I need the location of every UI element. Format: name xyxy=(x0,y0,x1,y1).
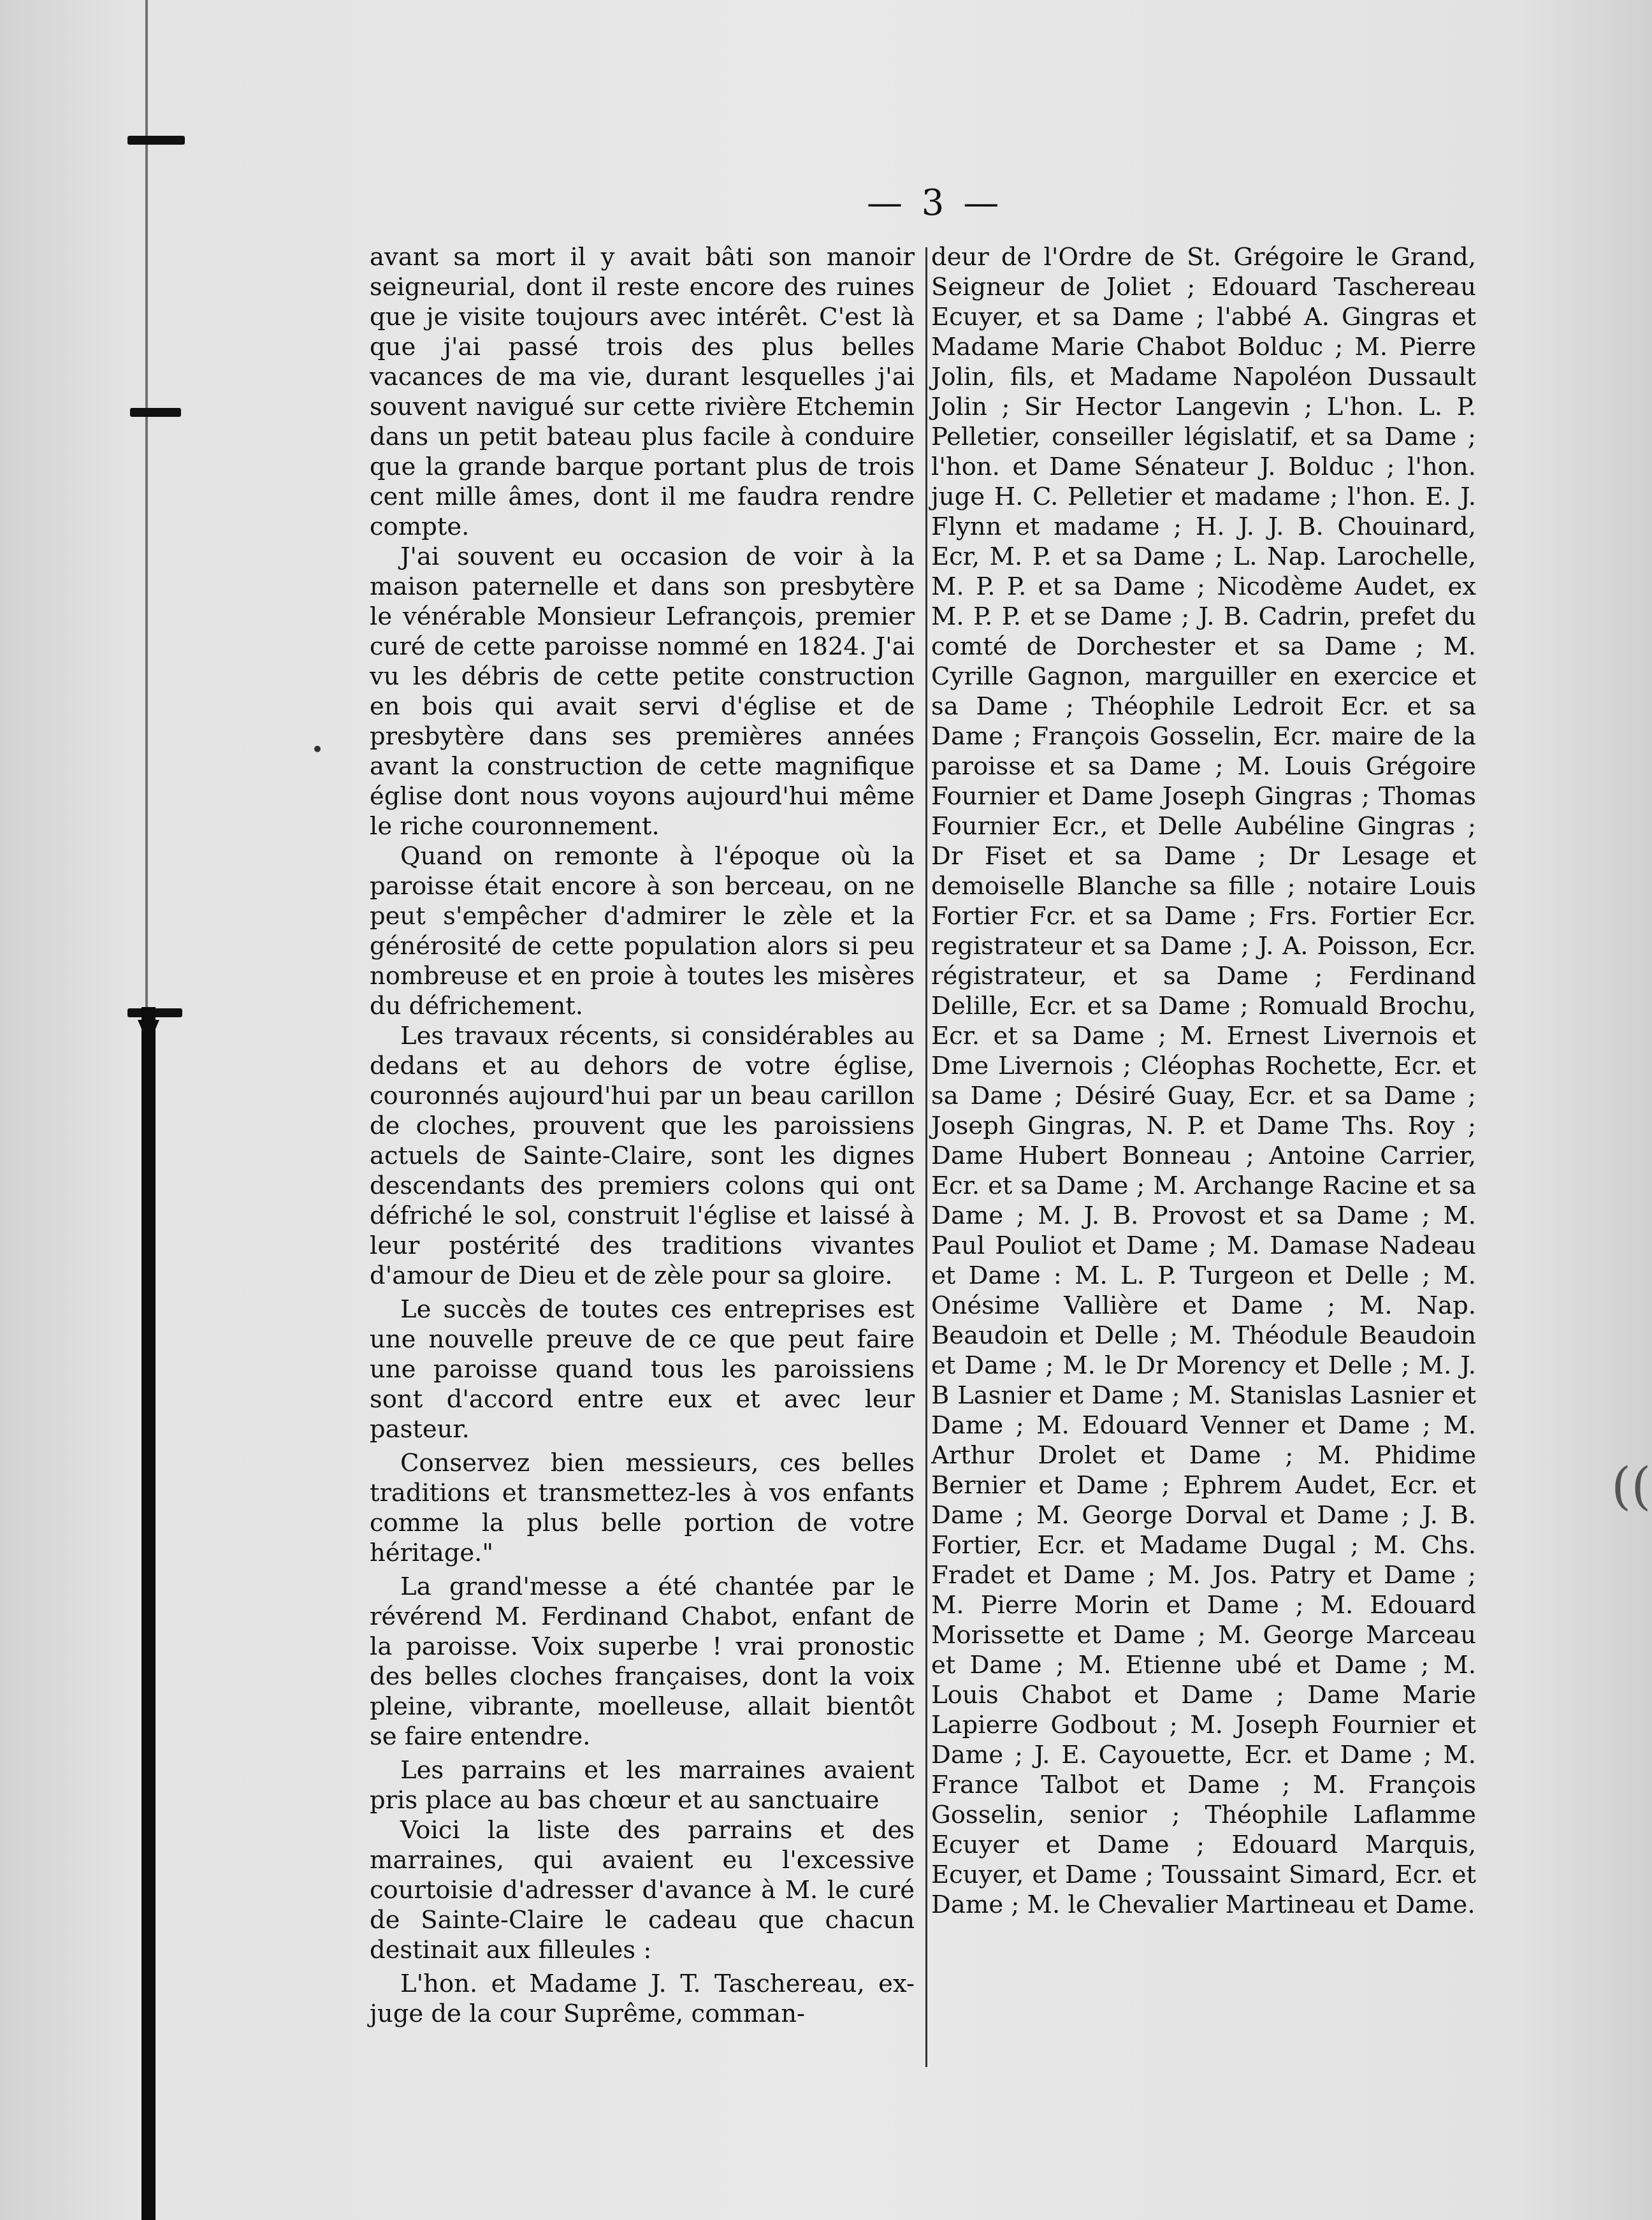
binding-clip-mark xyxy=(130,408,181,417)
paragraph: Conservez bien messieurs, ces belles traditions et transmettez-les à vos enfants comme la plus belle portion de votre héritage." xyxy=(370,1449,915,1567)
page-number: — 3 — xyxy=(867,182,1003,224)
paragraph: La grand'messe a été chantée par le révérend M. Ferdinand Chabot, enfant de la paroisse. Voix superbe ! vrai pronostic des belles cloches françaises, dont la voix pleine, vibrante, moelleuse, allait bientôt se faire entendre. xyxy=(370,1572,915,1751)
ink-speck xyxy=(314,746,321,752)
paragraph: Les parrains et les marraines avaient pris place au bas chœur et au sanctuaire xyxy=(370,1756,915,1815)
column-divider xyxy=(925,247,927,2067)
spine-shadow xyxy=(141,1007,156,2220)
paragraph: deur de l'Ordre de St. Grégoire le Grand, Seigneur de Joliet ; Edouard Taschereau Ecuyer, et sa Dame ; l'abbé A. Gingras et Madame Marie Chabot Bolduc ; M. Pierre Jolin, fils, et Madame Napoléon Dussault Jolin ; Sir Hector Langevin ; L'hon. L. P. Pelletier, conseiller législatif, et sa Dame ; l'hon. et Dame Sénateur J. Bolduc ; l'hon. juge H. C. Pelletier et madame ; l'hon. E. J. Flynn et madame ; H. J. J. B. Chouinard, Ecr, M. P. et sa Dame ; L. Nap. Larochelle, M. P. P. et sa Dame ; Nicodème Audet, ex M. P. P. et se Dame ; J. B. Cadrin, prefet du comté de Dorchester et sa Dame ; M. Cyrille Gagnon, marguiller en exercice et sa Dame ; Théophile Ledroit Ecr. et sa Dame ; François Gosselin, Ecr. maire de la paroisse et sa Dame ; M. Louis Grégoire Fournier et Dame Joseph Gingras ; Thomas Fournier Ecr., et Delle Aubéline Gingras ; Dr Fiset et sa Dame ; Dr Lesage et demoiselle Blanche sa fille ; notaire Louis Fortier Fcr. et sa Dame ; Frs. Fortier Ecr. registrateur et sa Dame ; J. A. Poisson, Ecr. régistrateur, et sa Dame ; Ferdinand Delille, Ecr. et sa Dame ; Romuald Brochu, Ecr. et sa Dame ; M. Ernest Livernois et Dme Livernois ; Cléophas Rochette, Ecr. et sa Dame ; Désiré Guay, Ecr. et sa Dame ; Joseph Gingras, N. P. et Dame Ths. Roy ; Dame Hubert Bonneau ; Antoine Carrier, Ecr. et sa Dame ; M. Archange Racine et sa Dame ; M. J. B. Provost et sa Dame ; M. Paul Pouliot et Dame ; M. Damase Nadeau et Dame : M. L. P. Turgeon et Delle ; M. Onésime Vallière et Dame ; M. Nap. Beaudoin et Delle ; M. Théodule Beaudoin et Dame ; M. le Dr Morency et Delle ; M. J. B Lasnier et Dame ; M. Stanislas Lasnier et Dame ; M. Edouard Venner et Dame ; M. Arthur Drolet et Dame ; M. Phidime Bernier et Dame ; Ephrem Audet, Ecr. et Dame ; M. George Dorval et Dame ; J. B. Fortier, Ecr. et Madame Dugal ; M. Chs. Fradet et Dame ; M. Jos. Patry et Dame ; M. Pierre Morin et Dame ; M. Edouard Morissette et Dame ; M. George Marceau et Dame ; M. Etienne ubé et Dame ; M. Louis Chabot et Dame ; Dame Marie Lapierre Godbout ; M. Joseph Fournier et Dame ; J. E. Cayouette, Ecr. et Dame ; M. France Talbot et Dame ; M. François Gosselin, senior ; Théophile Laflamme Ecuyer et Dame ; Edouard Marquis, Ecuyer, et Dame ; Toussaint Simard, Ecr. et Dame ; M. le Chevalier Martineau et Dame. xyxy=(931,243,1476,1919)
right-column xyxy=(931,242,1476,1920)
paragraph: L'hon. et Madame J. T. Taschereau, ex-juge de la cour Suprême, comman- xyxy=(370,1970,915,2028)
paragraph: Quand on remonte à l'époque où la paroisse était encore à son berceau, on ne peut s'empêcher d'admirer le zèle et la générosité de cette population alors si peu nombreuse et en proie à toutes les misères du défrichement. xyxy=(370,842,915,1020)
paragraph: Voici la liste des parrains et des marraines, qui avaient eu l'excessive courtoisie d'adresser d'avance à M. le curé de Sainte-Claire le cadeau que chacun destinait aux filleules : xyxy=(370,1816,915,1964)
paragraph: Les travaux récents, si considérables au dedans et au dehors de votre église, couronnés aujourd'hui par un beau carillon de cloches, prouvent que les paroissiens actuels de Sainte-Claire, sont les dignes descendants des premiers colons qui ont défriché le sol, construit l'église et laissé à leur postérité des traditions vivantes d'amour de Dieu et de zèle pour sa gloire. xyxy=(370,1022,915,1290)
paragraph: J'ai souvent eu occasion de voir à la maison paternelle et dans son presbytère le vénérable Monsieur Lefrançois, premier curé de cette paroisse nommé en 1824. J'ai vu les débris de cette petite construction en bois qui avait servi d'église et de presbytère dans ses premières années avant la construction de cette magnifique église dont nous voyons aujourd'hui même le riche couronnement. xyxy=(370,542,915,841)
binding-clip-mark xyxy=(127,136,185,145)
margin-edge-glyph: (( xyxy=(1611,1456,1651,1516)
left-column xyxy=(370,242,915,2029)
paragraph: avant sa mort il y avait bâti son manoir seigneurial, dont il reste encore des ruines que je visite toujours avec intérêt. C'est là que j'ai passé trois des plus belles vacances de ma vie, durant lesquelles j'ai souvent navigué sur cette rivière Etchemin dans un petit bateau plus facile à conduire que la grande barque portant plus de trois cent mille âmes, dont il me faudra rendre compte. xyxy=(370,243,915,541)
paragraph: Le succès de toutes ces entreprises est une nouvelle preuve de ce que peut faire une paroisse quand tous les paroissiens sont d'accord entre eux et avec leur pasteur. xyxy=(370,1295,915,1444)
